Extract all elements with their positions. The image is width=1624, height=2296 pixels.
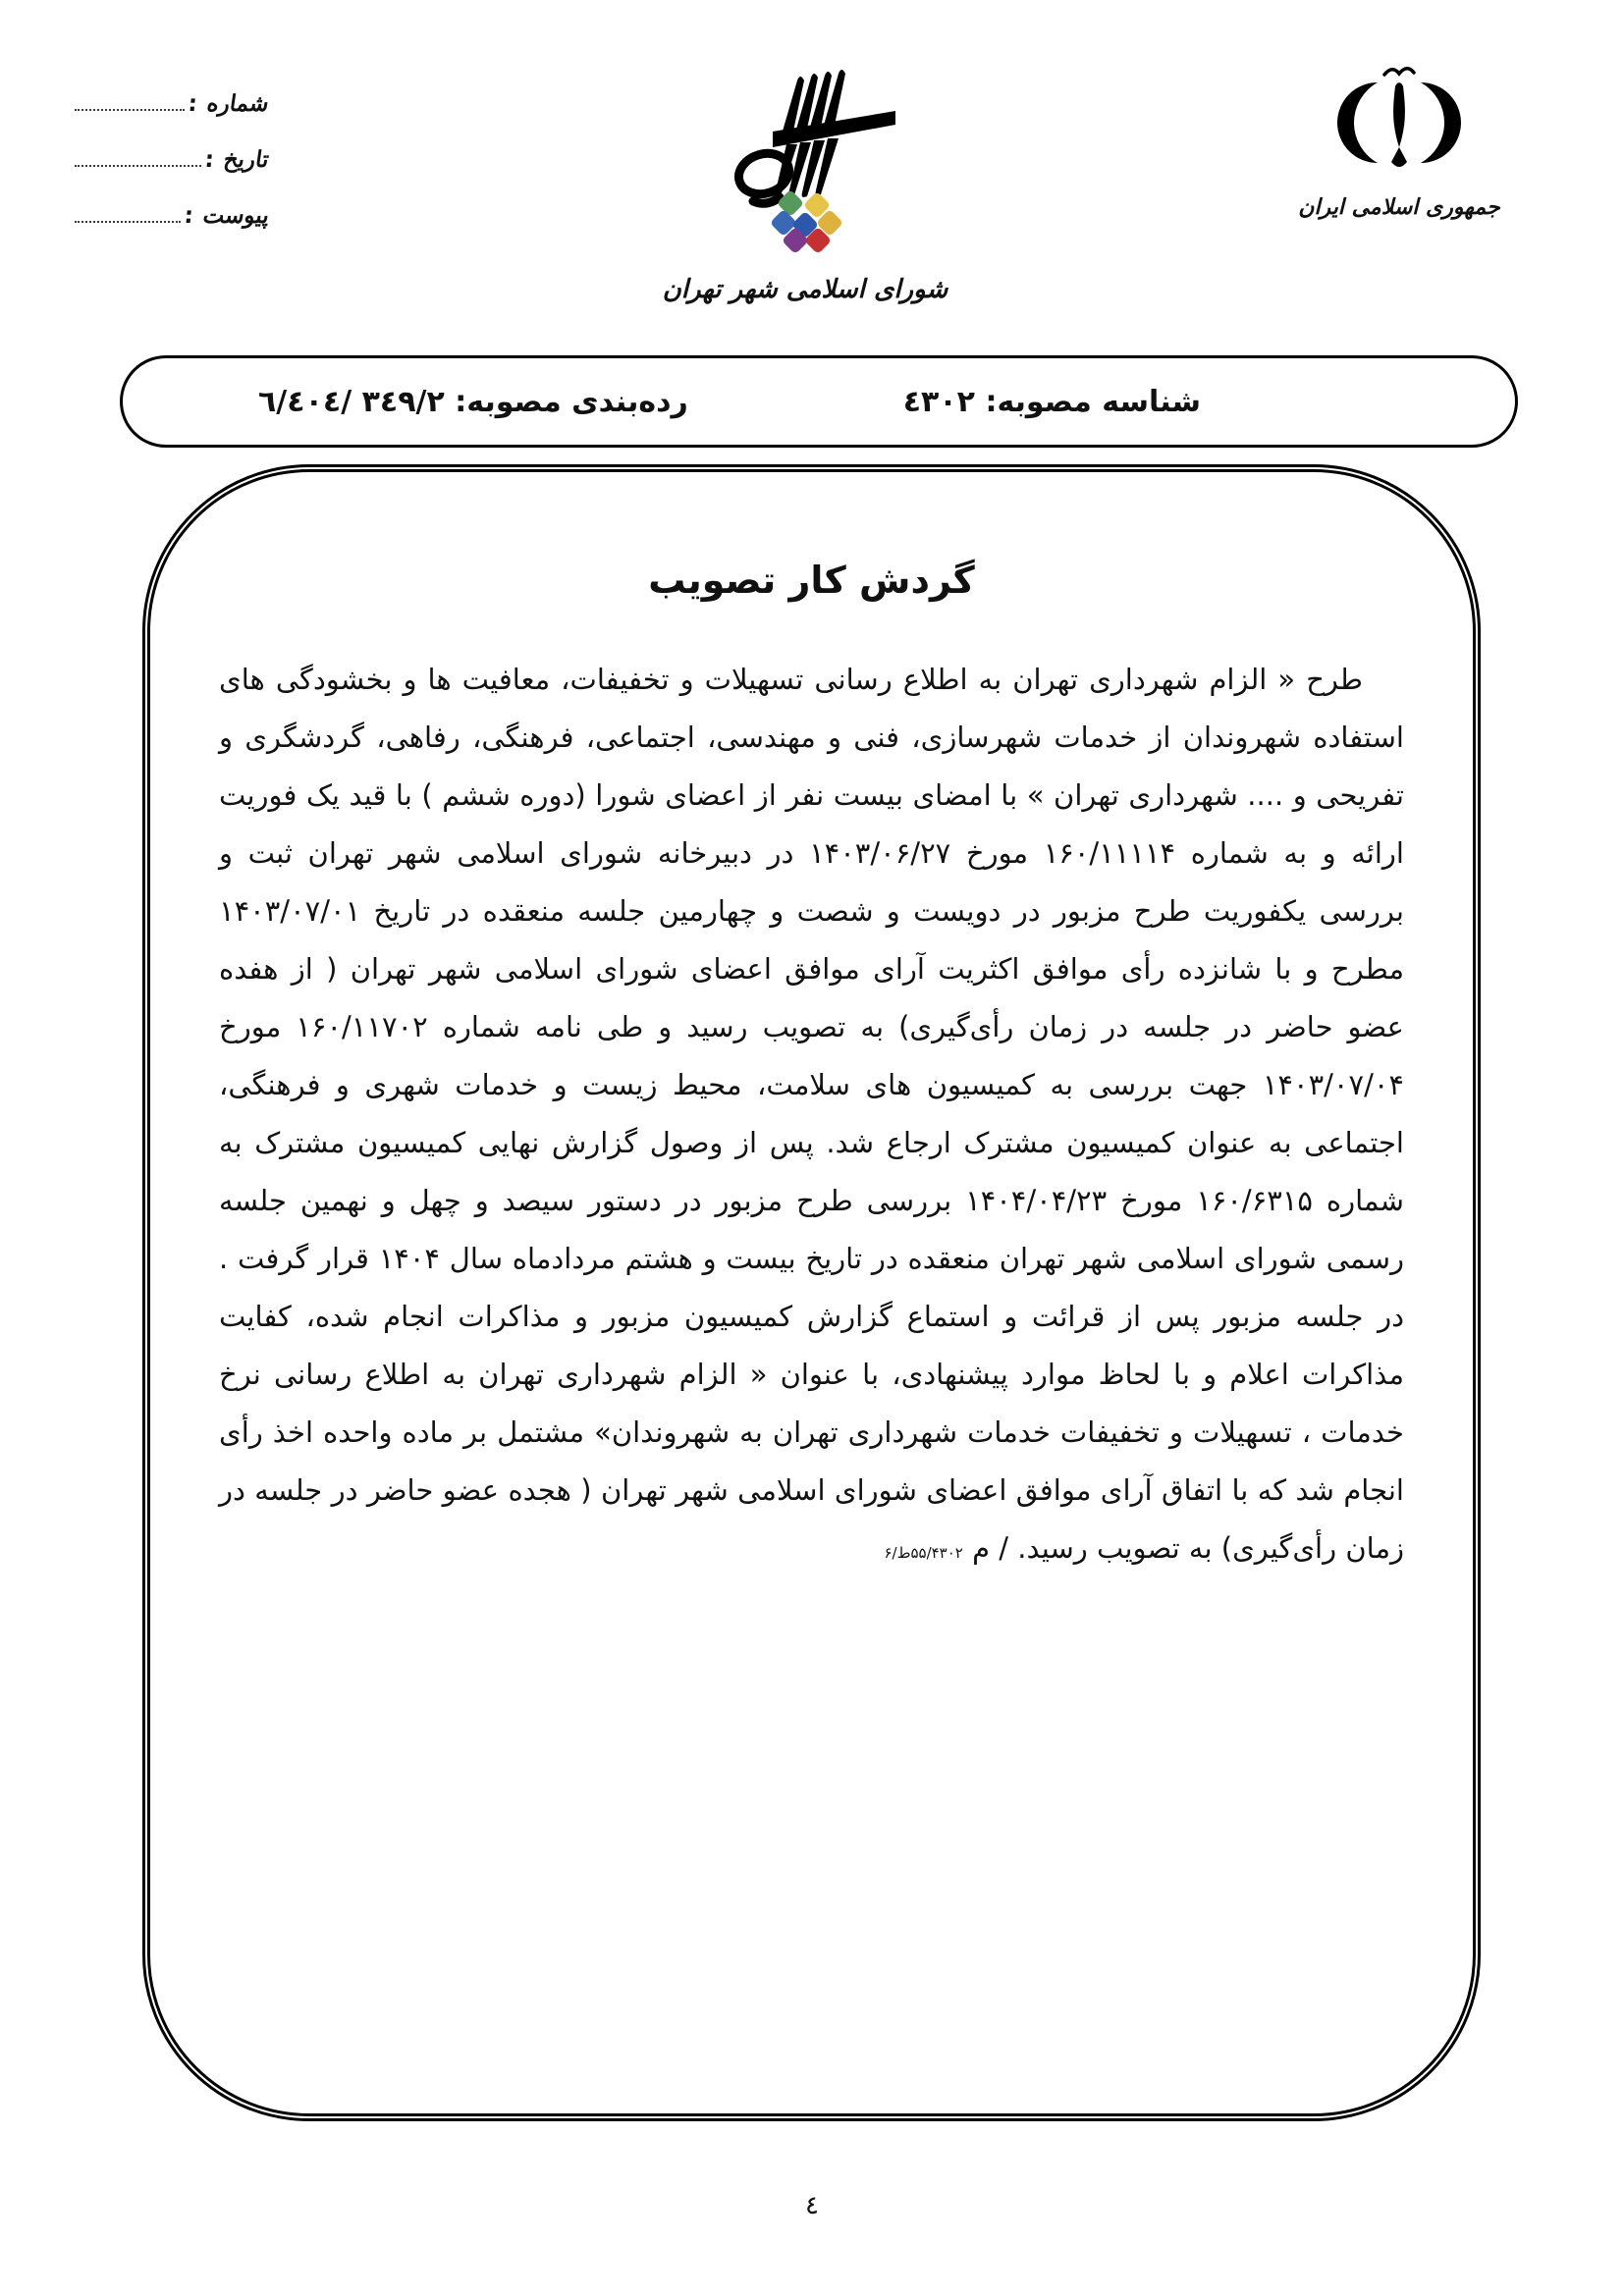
- iran-emblem: [1267, 61, 1532, 220]
- field-label-date: تاریخ :: [203, 147, 269, 173]
- dotted-line: [75, 109, 185, 111]
- reference-fields: [75, 79, 267, 246]
- approval-text: طرح « الزام شهرداری تهران به اطلاع رسانی تسهیلات و تخفیفات، معافیت ها و بخشودگی های استفاده شهروندان از خدمات شهرسازی، فنی و مهندسی، اجتماعی، فرهنگی، رفاهی، گردشگری و تفریحی و .... شهرداری تهران » با امضای بیست نفر از اعضای شورا (دوره ششم ) با قید یک فوریت ارائه و به شماره ۱۶۰/۱۱۱۱۴ مورخ ۱۴۰۳/۰۶/۲۷ در دبیرخانه شورای اسلامی شهر تهران ثبت و بررسی یکفوریت طرح مزبور در دویست و شصت و چهارمین جلسه منعقده در تاریخ ۱۴۰۳/۰۷/۰۱ مطرح و با شانزده رأی موافق اکثریت آرای موافق اعضای شورای اسلامی شهر تهران ( از هفده عضو حاضر در جلسه در زمان رأی‌گیری) به تصویب رسید و طی نامه شماره ۱۶۰/۱۱۷۰۲ مورخ ۱۴۰۳/۰۷/۰۴ جهت بررسی به کمیسیون های سلامت، محیط زیست و خدمات شهری و فرهنگی، اجتماعی به عنوان کمیسیون مشترک ارجاع شد. پس از وصول گزارش نهایی کمیسیون مشترک به شماره ۱۶۰/۶۳۱۵ مورخ ۱۴۰۴/۰۴/۲۳ بررسی طرح مزبور در دستور سیصد و چهل و نهمین جلسه رسمی شورای اسلامی شهر تهران منعقده در تاریخ بیست و هشتم مردادماه سال ۱۴۰۴ قرار گرفت . در جلسه مزبور پس از قرائت و استماع گزارش کمیسیون مزبور و مذاکرات انجام شده، کفایت مذاکرات اعلام و با لحاظ موارد پیشنهادی، با عنوان « الزام شهرداری تهران به اطلاع رسانی نرخ خدمات ، تسهیلات و تخفیفات خدمات شهرداری تهران به شهروندان» مشتمل بر ماده واحده اخذ رأی انجام شد که با اتفاق آرای موافق اعضای شورای اسلامی شهر تهران ( هجده عضو حاضر در جلسه در زمان رأی‌گیری) به تصویب رسید.: [219, 663, 1404, 1565]
- ref-code: ۶/ط۵۵/۴۳۰۲: [884, 1544, 963, 1562]
- field-row-attachment: [75, 190, 267, 228]
- field-label-number: شماره :: [187, 91, 269, 117]
- field-row-date: [75, 134, 267, 172]
- approval-title: گردش کار تصویب: [648, 559, 975, 602]
- approval-paragraph: [219, 651, 1404, 1582]
- resolution-id-bar: [120, 355, 1518, 448]
- iran-emblem-icon: [1267, 61, 1532, 184]
- field-row-number: [75, 79, 267, 116]
- council-logo: [653, 54, 957, 304]
- council-logo-caption: شورای اسلامی شهر تهران: [662, 275, 948, 304]
- dotted-line: [75, 221, 181, 223]
- council-logo-icon: [653, 54, 957, 265]
- iran-emblem-caption: جمهوری اسلامی ایران: [1298, 195, 1500, 220]
- dotted-line: [75, 165, 201, 167]
- resolution-classification-label: رده‌بندی مصوبه: ٣٤٩/٢ /٦/٤٠٤: [258, 384, 688, 419]
- approval-box: [142, 464, 1481, 2121]
- ref-suffix: / م: [972, 1531, 1009, 1565]
- field-label-attachment: پیوست :: [183, 203, 269, 229]
- page-number: ٤: [805, 2191, 819, 2220]
- resolution-id-label: شناسه مصوبه: ٤٣٠٢: [902, 384, 1201, 419]
